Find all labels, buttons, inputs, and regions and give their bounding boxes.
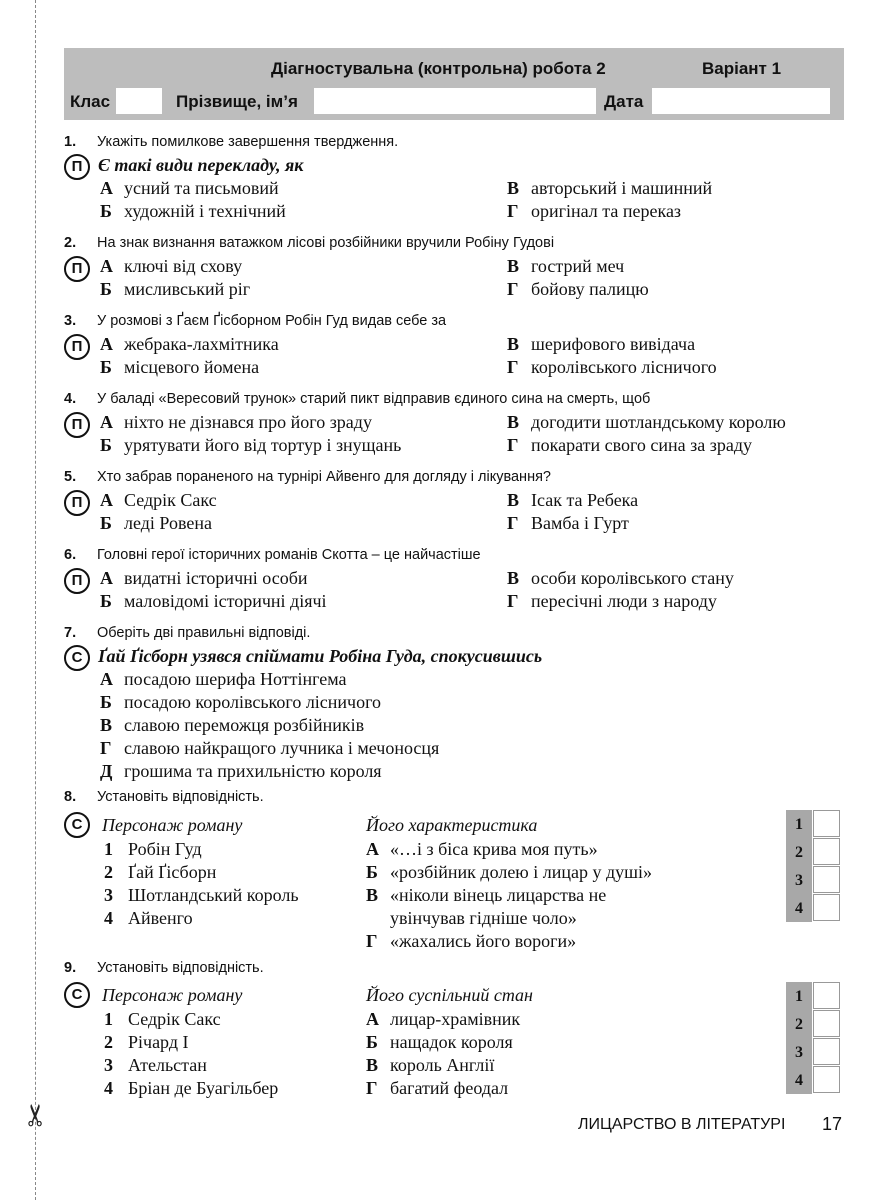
question-number: 2.: [64, 235, 77, 251]
grid-number: 4: [786, 1066, 812, 1094]
page-title: Діагностувальна (контрольна) робота 2: [271, 59, 606, 78]
left-column-header: Персонаж роману: [102, 815, 243, 835]
answer-option[interactable]: Б художній і технічний: [100, 201, 286, 221]
date-label: Дата: [604, 92, 644, 111]
answer-option[interactable]: Г славою найкращого лучника і мечоносця: [100, 738, 440, 758]
answer-option[interactable]: А ключі від схову: [100, 256, 243, 276]
match-right-item: Б нащадок короля: [366, 1032, 513, 1052]
grid-number: 1: [786, 810, 812, 838]
level-badge: П: [64, 568, 90, 594]
level-badge: П: [64, 334, 90, 360]
answer-option[interactable]: А видатні історичні особи: [100, 568, 308, 588]
answer-option[interactable]: В славою переможця розбійників: [100, 715, 365, 735]
grid-number: 4: [786, 894, 812, 922]
scissors-icon: ✂: [19, 1102, 54, 1128]
question-stem: [64, 235, 554, 251]
grid-answer-cell[interactable]: [813, 1010, 840, 1037]
match-left-item: 4 Айвенго: [104, 908, 193, 928]
question-stem: [64, 313, 446, 329]
name-label: Прізвище, ім’я: [176, 92, 298, 111]
answer-option[interactable]: Б леді Ровена: [100, 513, 212, 533]
grid-answer-cell[interactable]: [813, 894, 840, 921]
answer-option[interactable]: А ніхто не дізнався про його зраду: [100, 412, 372, 432]
match-right-item: Г багатий феодал: [366, 1078, 509, 1098]
level-badge: П: [64, 256, 90, 282]
question-lead: Ґай Ґісборн узявся спіймати Робіна Гуда, спокусившись: [98, 646, 543, 666]
question-text: Оберіть дві правильні відповіді.: [97, 625, 311, 641]
answer-option[interactable]: Г пересічні люди з народу: [507, 591, 717, 611]
date-field[interactable]: [652, 88, 830, 114]
match-left-item: 3 Шотландський король: [104, 885, 299, 905]
right-column-header: Його характеристика: [366, 815, 538, 835]
match-right-item: увінчував гідніше чоло»: [390, 908, 577, 928]
answer-option[interactable]: В шерифового вивідача: [507, 334, 696, 354]
match-left-item: 2 Річард І: [104, 1032, 189, 1052]
grid-number: 3: [786, 1038, 812, 1066]
match-left-item: 2 Ґай Ґісборн: [104, 862, 217, 882]
answer-option[interactable]: Г Вамба і Гурт: [507, 513, 629, 533]
question-text: Головні герої історичних романів Скотта – це найчастіше: [97, 547, 481, 563]
match-right-item: В король Англії: [366, 1055, 495, 1075]
answer-option[interactable]: А жебрака-лахмітника: [100, 334, 279, 354]
right-column-header: Його суспільний стан: [366, 985, 533, 1005]
question-text: У баладі «Вересовий трунок» старий пикт відправив єдиного сина на смерть, щоб: [97, 391, 651, 407]
cut-line: [35, 0, 36, 1200]
name-field[interactable]: [314, 88, 596, 114]
match-left-item: 3 Ательстан: [104, 1055, 207, 1075]
class-field[interactable]: [116, 88, 162, 114]
grid-number: 3: [786, 866, 812, 894]
grid-answer-cell[interactable]: [813, 866, 840, 893]
question-stem: [64, 625, 310, 641]
answer-option[interactable]: Г оригінал та переказ: [507, 201, 682, 221]
match-left-item: 4 Бріан де Буагільбер: [104, 1078, 279, 1098]
match-right-item: Г «жахались його вороги»: [366, 931, 577, 951]
question-number: 6.: [64, 547, 77, 563]
grid-number: 1: [786, 982, 812, 1010]
grid-number: 2: [786, 838, 812, 866]
level-badge: П: [64, 154, 90, 180]
grid-number: 2: [786, 1010, 812, 1038]
question-text: Установіть відповідність.: [97, 789, 264, 805]
question-number: 4.: [64, 391, 77, 407]
left-column-header: Персонаж роману: [102, 985, 243, 1005]
answer-option[interactable]: Б посадою королівського лісничого: [100, 692, 382, 712]
answer-option[interactable]: А Седрік Сакс: [100, 490, 217, 510]
answer-option[interactable]: Г покарати свого сина за зраду: [507, 435, 753, 455]
question-text: На знак визнання ватажком лісові розбійники вручили Робіну Гудові: [97, 235, 555, 251]
match-right-item: А «…і з біса крива моя путь»: [366, 839, 598, 859]
level-badge: П: [64, 412, 90, 438]
answer-option[interactable]: В гострий меч: [507, 256, 625, 276]
answer-option[interactable]: Б урятувати його від тортур і знущань: [100, 435, 402, 455]
header-block: [64, 48, 844, 120]
answer-option[interactable]: Б місцевого йомена: [100, 357, 260, 377]
question-number: 1.: [64, 134, 77, 150]
class-label: Клас: [70, 92, 111, 111]
answer-option[interactable]: Г королівського лісничого: [507, 357, 717, 377]
question-stem: [64, 391, 650, 407]
question-number: 5.: [64, 469, 77, 485]
answer-option[interactable]: Д грошима та прихильністю короля: [100, 761, 382, 781]
grid-answer-cell[interactable]: [813, 1038, 840, 1065]
match-left-item: 1 Робін Гуд: [104, 839, 202, 859]
page-number: 17: [822, 1114, 843, 1134]
question-stem: [64, 469, 551, 485]
question-number: 7.: [64, 625, 77, 641]
answer-option[interactable]: В особи королівського стану: [507, 568, 734, 588]
level-badge: С: [64, 812, 90, 838]
footer-section-title: ЛИЦАРСТВО В ЛІТЕРАТУРІ: [578, 1116, 786, 1133]
match-right-item: Б «розбійник долею і лицар у душі»: [366, 862, 653, 882]
question-text: У розмові з Ґаєм Ґісборном Робін Гуд видав себе за: [97, 313, 447, 329]
answer-option[interactable]: В авторський і машинний: [507, 178, 713, 198]
match-right-item: В «ніколи вінець лицарства не: [366, 885, 607, 905]
variant-label: Варіант 1: [702, 59, 782, 78]
question-number: 9.: [64, 960, 77, 976]
answer-option[interactable]: В Ісак та Ребека: [507, 490, 639, 510]
question-number: 3.: [64, 313, 77, 329]
answer-option[interactable]: Г бойову палицю: [507, 279, 649, 299]
answer-option[interactable]: В догодити шотландському королю: [507, 412, 786, 432]
question-text: Хто забрав пораненого на турнірі Айвенго для догляду і лікування?: [97, 469, 551, 485]
question-text: Установіть відповідність.: [97, 960, 264, 976]
match-left-item: 1 Седрік Сакс: [104, 1009, 221, 1029]
question-lead: Є такі види перекладу, як: [98, 155, 304, 175]
answer-option[interactable]: Б маловідомі історичні діячі: [100, 591, 327, 611]
level-badge: П: [64, 490, 90, 516]
level-badge: С: [64, 645, 90, 671]
answer-option[interactable]: Б мисливський ріг: [100, 279, 251, 299]
grid-answer-cell[interactable]: [813, 982, 840, 1009]
level-badge: С: [64, 982, 90, 1008]
grid-answer-cell[interactable]: [813, 838, 840, 865]
question-stem: [64, 547, 481, 563]
match-right-item: А лицар-храмівник: [366, 1009, 521, 1029]
question-text: Укажіть помилкове завершення твердження.: [97, 134, 399, 150]
grid-answer-cell[interactable]: [813, 810, 840, 837]
grid-answer-cell[interactable]: [813, 1066, 840, 1093]
question-stem: [64, 960, 264, 976]
question-stem: [64, 134, 398, 150]
answer-option[interactable]: А посадою шерифа Ноттінгема: [100, 669, 347, 689]
answer-option[interactable]: А усний та письмовий: [100, 178, 279, 198]
question-stem: [64, 789, 264, 805]
question-number: 8.: [64, 789, 77, 805]
